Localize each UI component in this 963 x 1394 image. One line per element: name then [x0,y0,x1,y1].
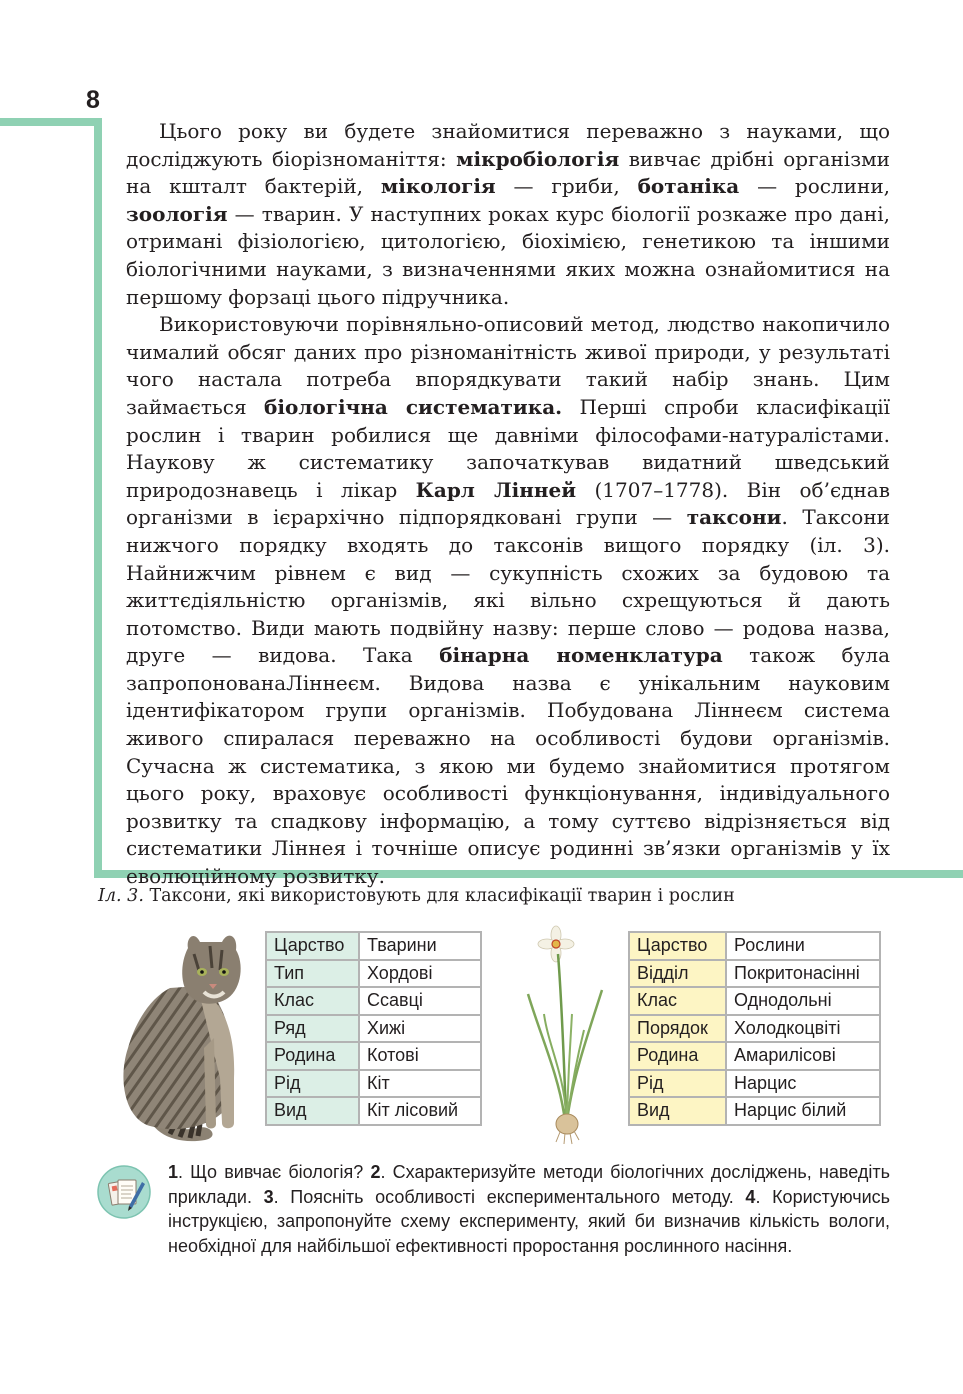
value-cell: Холодкоцвіті [726,1015,880,1043]
value-cell: Амарилісові [726,1042,880,1070]
text-run: — тварин. У наступних роках курс біології розкаже про дані, отримані фізіологією, цитологією, біохімією, генетикою та іншими біологічними науками, з визначеннями яких можна ознайомитися на першому форзаці цього підручника. [126,201,890,309]
rank-cell: Вид [266,1097,359,1125]
text-run: — рослини, [739,174,891,199]
value-cell: Нарцис білий [726,1097,880,1125]
question-number: 4 [745,1186,756,1207]
caption-text: Таксони, які використовують для класифікації тварин і рослин [143,886,735,906]
table-row [629,1042,880,1070]
text-run: — гриби, [495,174,638,199]
question-text: . Користуючись інструкцією, запропонуйте схему експерименту, який би визначив кількість вологи, необхідної для найбільшої ефективності проростання рослинного насіння. [168,1186,890,1256]
question-text: . Схарактеризуйте методи біологічних досліджень, наведіть приклади. [168,1162,891,1207]
table-row [266,1015,481,1043]
rank-cell: Відділ [629,960,726,988]
review-questions [168,1160,890,1258]
frame-left-bar [94,118,102,878]
term-taxa: таксони [686,505,782,530]
table-row [266,960,481,988]
text-run: Перші спроби класифікації рослин і тварин робилися ще давніми філософами-натуралістами. Наукову ж систематику започаткував видатний шведський природознавець і лікар [126,394,890,502]
table-row [266,932,481,960]
animal-taxa-table [265,931,482,1126]
table-row [629,1097,880,1125]
table-row [629,960,880,988]
rank-cell: Царство [629,932,726,960]
table-row [266,987,481,1015]
value-cell: Хордові [359,960,481,988]
value-cell: Котові [359,1042,481,1070]
page-number: 8 [86,86,100,114]
table-row [266,1042,481,1070]
figure-caption [98,884,898,908]
term-systematics: біологічна систематика. [264,394,563,419]
question-text: . Поясніть особливості експериментального методу. [273,1186,746,1207]
term-linnaeus: Карл Лінней [415,477,577,502]
value-cell: Покритонасінні [726,960,880,988]
value-cell: Рослини [726,932,880,960]
value-cell: Кіт лісовий [359,1097,481,1125]
text-run: . Таксони нижчого порядку входять до таксонів вищого порядку (іл. 3). Найнижчим рівнем є вид — сукупність схожих за будовою та життєдіяльністю організмів, які вільно схрещуються й дають потомство. Види мають подвійну назву: перше слово — родова назва, друге — видова. Така [126,505,890,668]
rank-cell: Рід [266,1070,359,1098]
table-row [629,1015,880,1043]
notebook-pen-icon [96,1164,152,1220]
table-row [266,1097,481,1125]
rank-cell: Родина [629,1042,726,1070]
rank-cell: Рід [629,1070,726,1098]
rank-cell: Клас [266,987,359,1015]
term-zoology: зоологія [126,201,228,226]
question-number: 2 [370,1162,381,1182]
table-row [629,932,880,960]
caption-label: Іл. 3. [98,886,144,906]
table-row [266,1070,481,1098]
rank-cell: Порядок [629,1015,726,1043]
main-text [126,118,890,891]
text-run: також була запропонованаЛіннеєм. Видова назва є унікальним науковим ідентифікатором групи організмів. Побудована Ліннеєм система живого спиралася переважно на особливості будови організмів. Сучасна ж систематика, з якою ми будемо знайомитися протягом цього року, враховує особливості функціонування, індивідуального розвитку та спадкову інформацію, а тому суттєво відрізняється від систематики Ліннея і точніше описує родинні зв’язки організмів у їх еволюційному розвитку. [126,643,890,889]
frame-top-bar [0,118,102,126]
paragraph-2 [126,311,890,890]
rank-cell: Царство [266,932,359,960]
table-row [629,987,880,1015]
text-run: Використовуючи порівняльно-описовий метод, людство накопичило чималий обсяг даних про різноманітність живої природи, у результаті чого настала потреба впорядкувати такий набір знань. Цим займається [126,312,890,419]
paragraph-1 [126,118,890,311]
question-number: 3 [263,1186,274,1207]
text-run: (1707–1778). Він об’єднав організми в ієрархічно підпорядковані групи — [126,477,890,530]
value-cell: Хижі [359,1015,481,1043]
value-cell: Ссавці [359,987,481,1015]
value-cell: Тварини [359,932,481,960]
text-run: Цього року ви будете знайомитися переважно з науками, що досліджують біорізноманіття: [126,119,890,171]
wildcat-photo [110,928,260,1150]
value-cell: Кіт [359,1070,481,1098]
plant-taxa-table [628,931,881,1126]
rank-cell: Родина [266,1042,359,1070]
table-row [629,1070,880,1098]
value-cell: Нарцис [726,1070,880,1098]
rank-cell: Клас [629,987,726,1015]
term-botany: ботаніка [637,174,740,199]
value-cell: Однодольні [726,987,880,1015]
rank-cell: Тип [266,960,359,988]
question-text: . Що вивчає біологія? [178,1162,371,1182]
text-run: вивчає дрібні організми на кшталт бактерій, [126,146,890,199]
rank-cell: Ряд [266,1015,359,1043]
term-binary-nomenclature: бінарна номенклатура [439,643,723,668]
term-mycology: мікологія [380,174,496,199]
question-number: 1 [168,1162,179,1182]
rank-cell: Вид [629,1097,726,1125]
narcissus-illustration [518,924,618,1146]
term-microbiology: мікробіологія [456,146,620,171]
